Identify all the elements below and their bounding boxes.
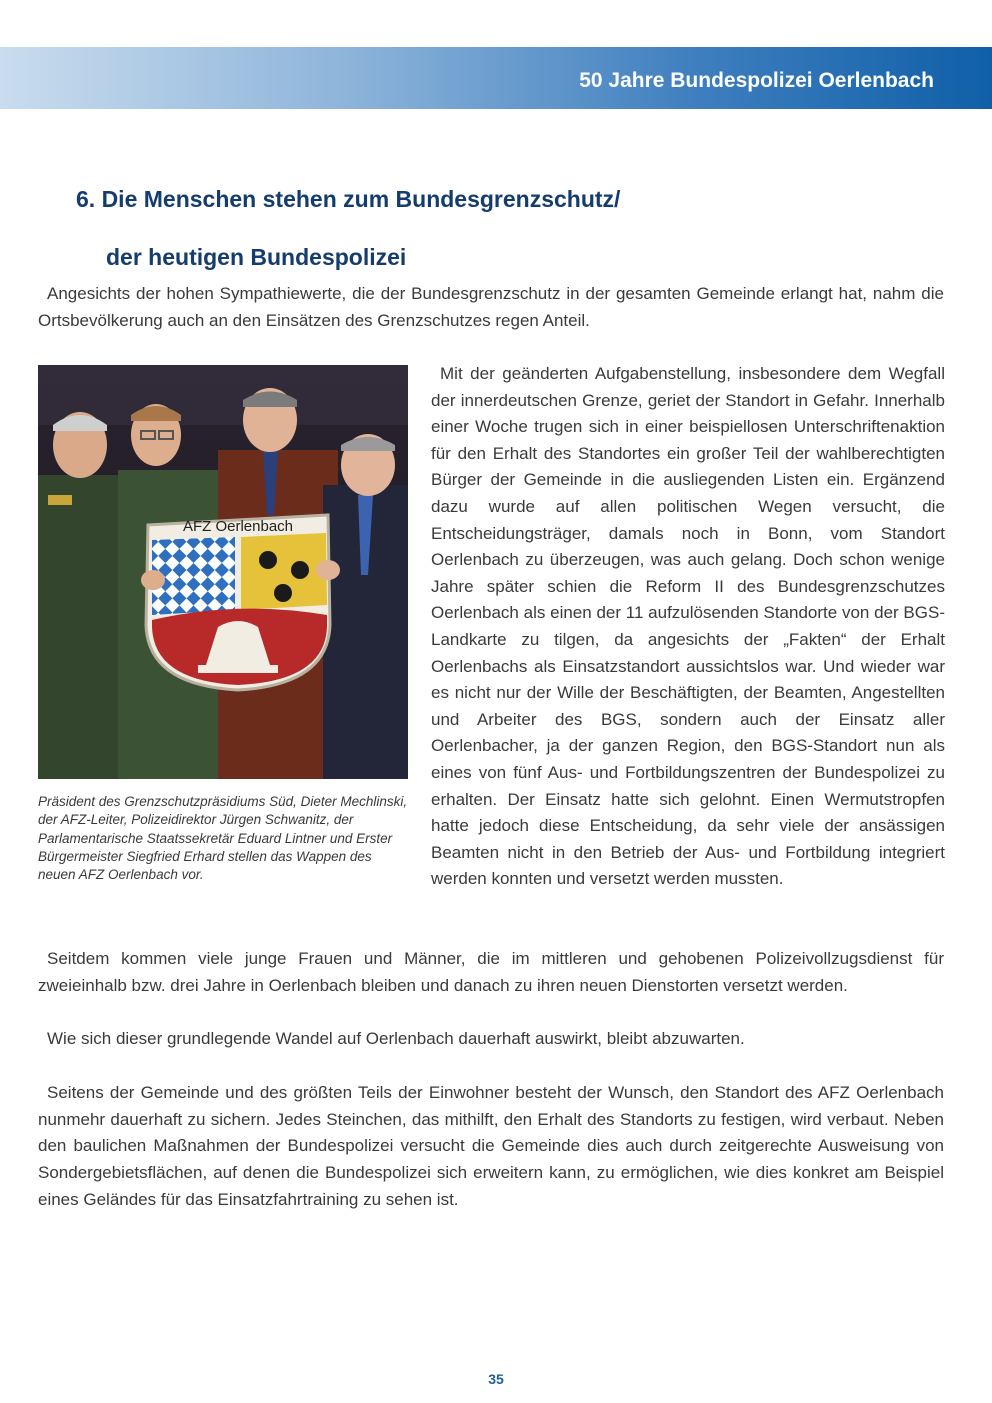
paragraph-4: Wie sich dieser grundlegende Wandel auf Oerlenbach dauerhaft auswirkt, bleibt abzuwarten. bbox=[47, 1029, 745, 1048]
page-number: 35 bbox=[488, 1371, 504, 1387]
paragraph-3: Seitdem kommen viele junge Frauen und Männer, die im mittleren und gehobenen Polizeivollzugsdienst für zweieinhalb bzw. drei Jahre in Oerlenbach bleiben und danach zu ihren neuen Dienstorten versetzt werden. bbox=[38, 949, 944, 995]
group-photo bbox=[38, 365, 408, 779]
heading-line-1: 6. Die Menschen stehen zum Bundesgrenzschutz/ bbox=[76, 186, 621, 212]
shield-text: AFZ Oerlenbach bbox=[182, 518, 294, 535]
header-band bbox=[0, 47, 992, 109]
intro-paragraph: Angesichts der hohen Sympathiewerte, die der Bundesgrenzschutz in der gesamten Gemeinde erlangt hat, nahm die Ortsbevölkerung auch an den Einsätzen des Grenzschutzes regen Anteil. bbox=[38, 284, 944, 330]
side-paragraph: Mit der geänderten Aufgabenstellung, insbesondere dem Wegfall der innerdeutschen Grenze, geriet der Standort in Gefahr. Innerhalb einer Woche trugen sich in einer beispiellosen Unterschriftenaktion für den Erhalt des Standortes ein großer Teil der wahlberechtigten Bürger der Gemeinde in die ausliegenden Listen ein. Ergänzend dazu wurde auf allen politischen Wegen versucht, die Entscheidungsträger, damals noch in Bonn, vom Standort Oerlenbach zu überzeugen, was auch gelang. Doch schon wenige Jahre später schien die Reform II des Bundesgrenzschutzes Oerlenbach als einen der 11 aufzulösenden Standorte von der BGS-Landkarte zu tilgen, da angesichts der „Fakten“ der Erhalt Oerlenbachs als Einsatzstandort aussichtslos war. Und wieder war es nicht nur der Wille der Beschäftigten, der Beamten, Angestellten und Arbeiter des BGS, sondern auch der Einsatz aller Oerlenbacher, ja der ganzen Region, den BGS-Standort nun als eines von fünf Aus- und Fortbildungszentren der Bundespolizei zu erhalten. Der Einsatz hatte sich gelohnt. Einen Wermutstropfen hatte jedoch diese Entscheidung, da sehr viele der ansässigen Beamten nicht in den Betrieb der Aus- und Fortbildung integriert werden konnten und versetzt werden mussten. bbox=[431, 364, 945, 889]
photo-illustration bbox=[38, 365, 408, 779]
section-heading bbox=[76, 170, 620, 286]
header-title: 50 Jahre Bundespolizei Oerlenbach bbox=[579, 69, 934, 92]
photo-caption: Präsident des Grenzschutzpräsidiums Süd, Dieter Mechlinski, der AFZ-Leiter, Polizeidirektor Jürgen Schwanitz, der Parlamentarische Staatssekretär Eduard Lintner und Erster Bürgermeister Siegfried Erhard stellen das Wappen des neuen AFZ Oerlenbach vor. bbox=[38, 794, 408, 883]
paragraph-5: Seitens der Gemeinde und des größten Teils der Einwohner besteht der Wunsch, den Standort des AFZ Oerlenbach nunmehr dauerhaft zu sichern. Jedes Steinchen, das mithilft, den Erhalt des Standorts zu festigen, wird verbaut. Neben den baulichen Maßnahmen der Bundespolizei versucht die Gemeinde dies auch durch zeitgerechte Ausweisung von Sondergebietsflächen, auf denen die Bundespolizei sich erweitern kann, zu ermöglichen, wie dies konkret am Beispiel eines Geländes für das Einsatzfahrtraining zu sehen ist. bbox=[38, 1083, 944, 1209]
heading-line-2: der heutigen Bundespolizei bbox=[106, 244, 407, 270]
